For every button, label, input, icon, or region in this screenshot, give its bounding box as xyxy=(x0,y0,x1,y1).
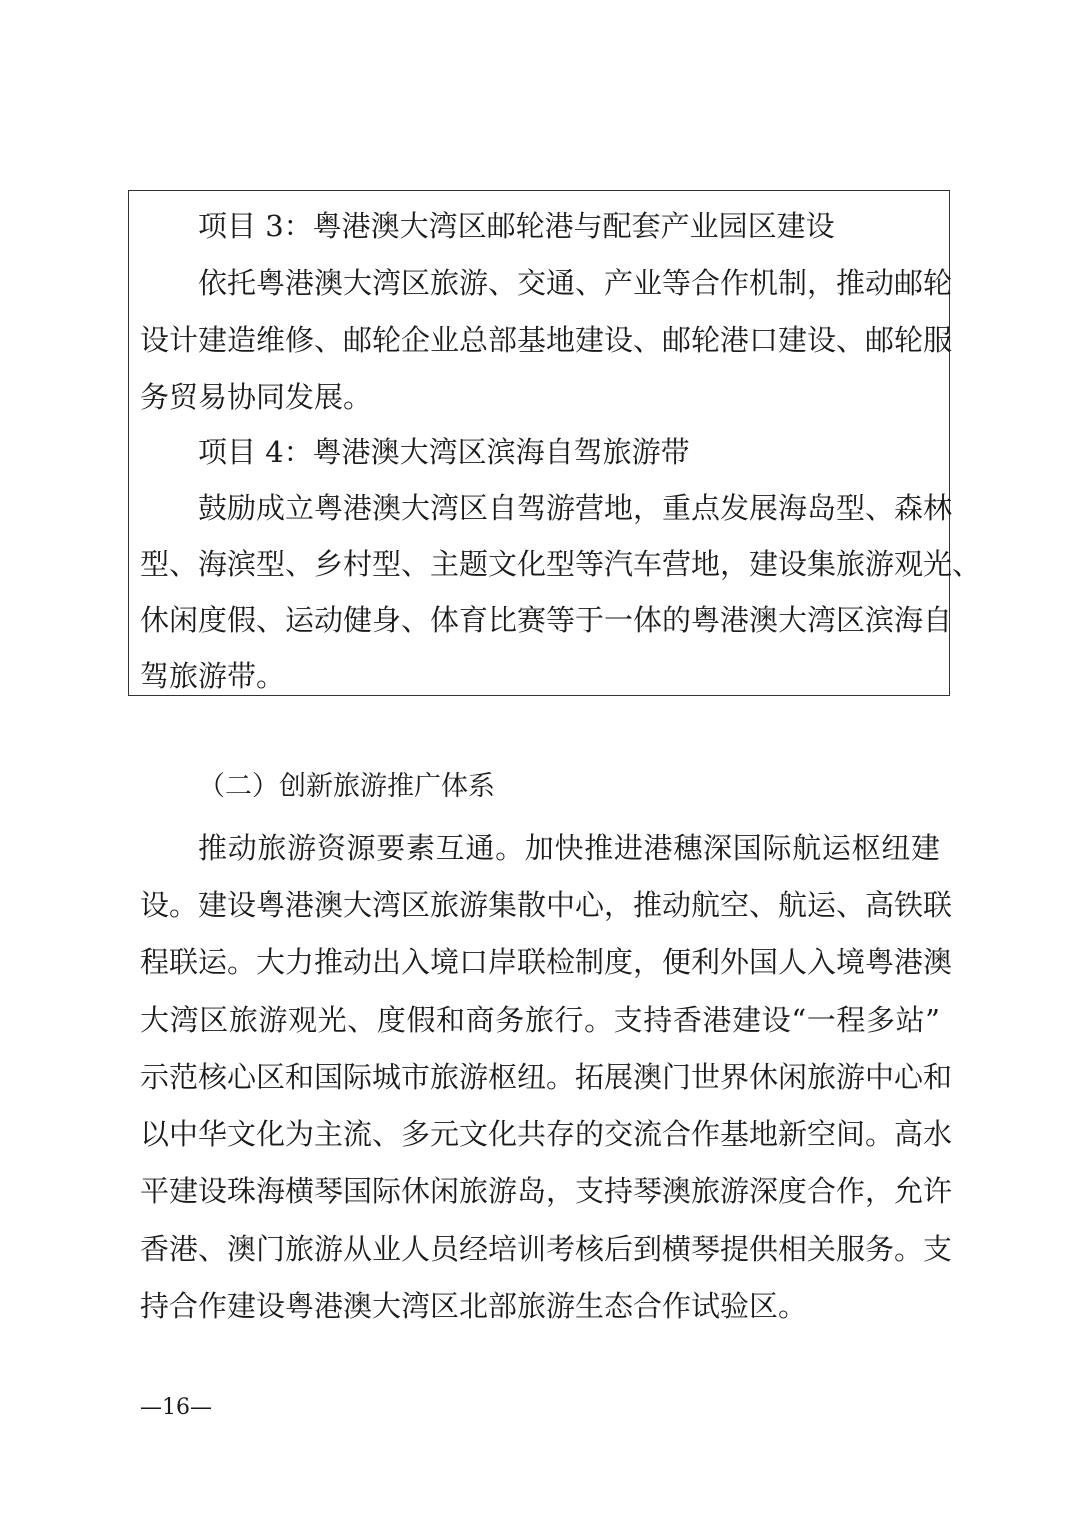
body-line-2: 设。建设粤港澳大湾区旅游集散中心，推动航空、航运、高铁联 xyxy=(140,888,953,922)
project4-line-3: 休闲度假、运动健身、体育比赛等于一体的粤港澳大湾区滨海自 xyxy=(140,603,953,637)
page-number: —16— xyxy=(140,1395,212,1420)
body-line-8: 香港、澳门旅游从业人员经培训考核后到横琴提供相关服务。支 xyxy=(140,1232,953,1266)
body-line-5: 示范核心区和国际城市旅游枢纽。拓展澳门世界休闲旅游中心和 xyxy=(140,1060,953,1094)
project3-title: 项目 3：粤港澳大湾区邮轮港与配套产业园区建设 xyxy=(198,209,835,243)
body-line-3: 程联运。大力推动出入境口岸联检制度，便利外国人入境粤港澳 xyxy=(140,945,953,979)
project4-title: 项目 4：粤港澳大湾区滨海自驾旅游带 xyxy=(198,435,690,469)
project4-line-2: 型、海滨型、乡村型、主题文化型等汽车营地，建设集旅游观光、 xyxy=(140,547,982,581)
section-heading: （二）创新旅游推广体系 xyxy=(198,771,495,802)
body-line-4: 大湾区旅游观光、度假和商务旅行。支持香港建设“一程多站” xyxy=(140,1003,940,1037)
project4-line-4: 驾旅游带。 xyxy=(140,659,286,693)
project3-line-2: 设计建造维修、邮轮企业总部基地建设、邮轮港口建设、邮轮服 xyxy=(140,323,953,357)
body-line-6: 以中华文化为主流、多元文化共存的交流合作基地新空间。高水 xyxy=(140,1117,953,1151)
body-line-1: 推动旅游资源要素互通。加快推进港穗深国际航运枢纽建 xyxy=(198,831,940,865)
project3-line-1: 依托粤港澳大湾区旅游、交通、产业等合作机制，推动邮轮 xyxy=(198,266,953,300)
body-line-7: 平建设珠海横琴国际休闲旅游岛，支持琴澳旅游深度合作，允许 xyxy=(140,1174,953,1208)
project4-line-1: 鼓励成立粤港澳大湾区自驾游营地，重点发展海岛型、森林 xyxy=(198,491,953,525)
body-line-9: 持合作建设粤港澳大湾区北部旅游生态合作试验区。 xyxy=(140,1289,808,1323)
project3-line-3: 务贸易协同发展。 xyxy=(140,380,373,414)
